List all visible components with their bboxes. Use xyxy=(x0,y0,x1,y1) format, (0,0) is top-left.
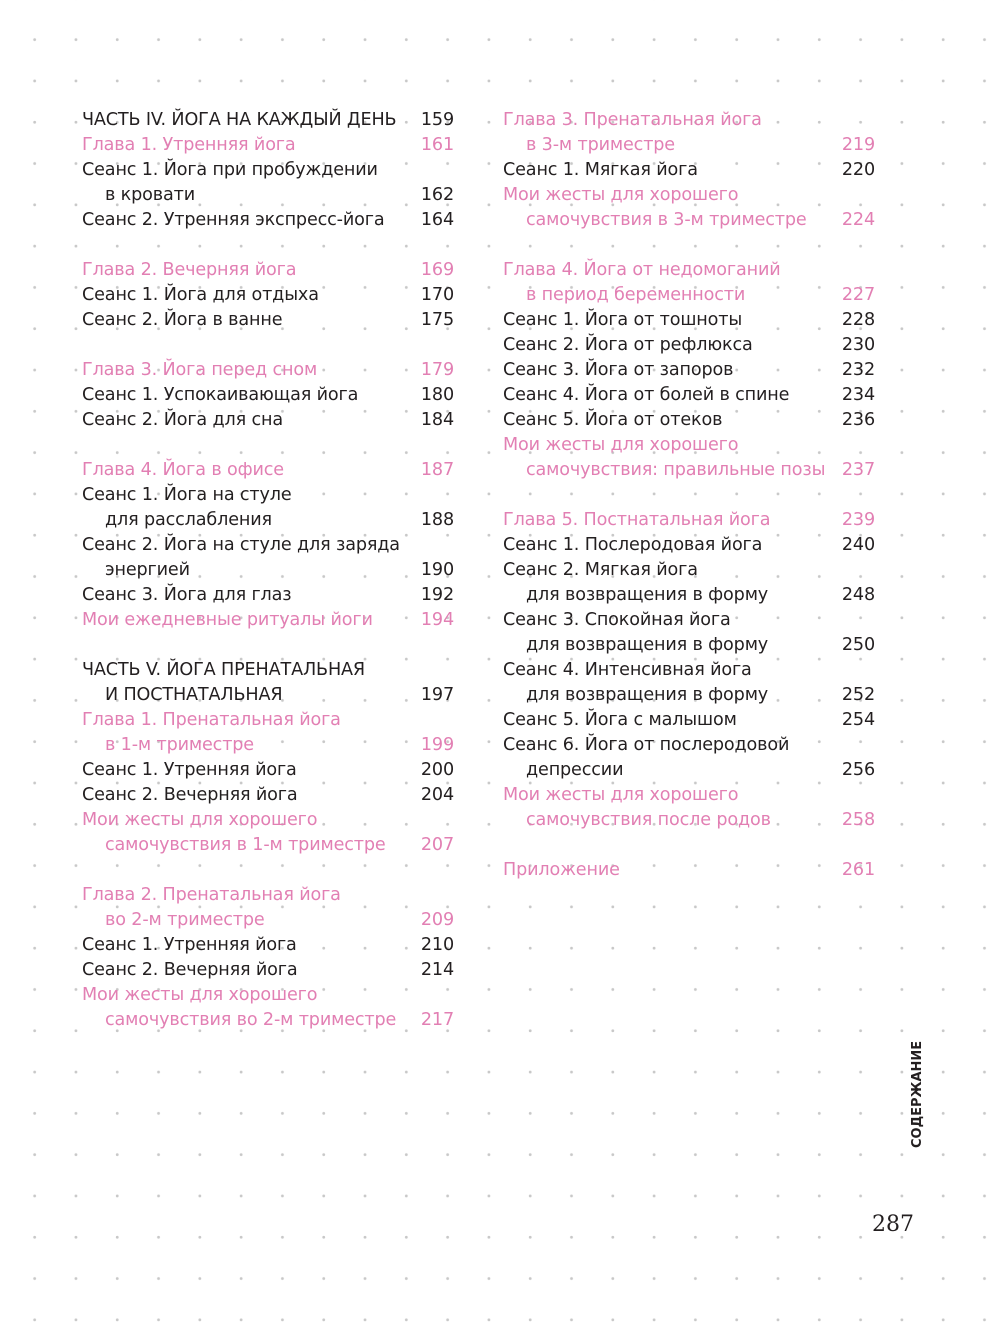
toc-entry-title: Сеанс 2. Вечерняя йога xyxy=(82,960,298,980)
toc-entry-session[interactable] xyxy=(82,208,454,233)
toc-entry-title: Мои жесты для хорошего xyxy=(503,435,739,455)
toc-entry-session[interactable] xyxy=(82,158,454,208)
toc-entry-session[interactable] xyxy=(503,533,875,558)
toc-page-number: 190 xyxy=(420,560,454,580)
toc-entry-title: самочувствия во 2-м триместре xyxy=(105,1010,397,1030)
toc-page-number: 184 xyxy=(420,410,454,430)
toc-entry-title: И ПОСТНАТАЛЬНАЯ xyxy=(105,685,283,705)
toc-page-number: 232 xyxy=(841,360,875,380)
toc-entry-chapter[interactable] xyxy=(503,858,875,883)
toc-entry-session[interactable] xyxy=(82,758,454,783)
toc-entry-session[interactable] xyxy=(82,958,454,983)
toc-entry-part[interactable] xyxy=(82,658,454,708)
toc-entry-title: Сеанс 1. Послеродовая йога xyxy=(503,535,763,555)
toc-page-number: 179 xyxy=(420,360,454,380)
toc-entry-title: Сеанс 1. Утренняя йога xyxy=(82,760,297,780)
toc-page-number: 192 xyxy=(420,585,454,605)
toc-page-number: 210 xyxy=(420,935,454,955)
toc-entry-title: Сеанс 1. Утренняя йога xyxy=(82,935,297,955)
toc-entry-title: в кровати xyxy=(105,185,196,205)
page-number: 287 xyxy=(872,1212,914,1237)
toc-entry-title: Глава 4. Йога в офисе xyxy=(82,460,284,480)
toc-page-number: 187 xyxy=(420,460,454,480)
toc-entry-title: Сеанс 2. Мягкая йога xyxy=(503,560,698,580)
toc-entry-title: Глава 5. Постнатальная йога xyxy=(503,510,771,530)
toc-page-number: 162 xyxy=(420,185,454,205)
toc-entry-title: Сеанс 1. Успокаивающая йога xyxy=(82,385,359,405)
toc-entry-chapter[interactable] xyxy=(503,508,875,533)
toc-entry-title: Сеанс 2. Йога от рефлюкса xyxy=(503,335,753,355)
toc-entry-session[interactable] xyxy=(503,658,875,708)
toc-page-number: 169 xyxy=(420,260,454,280)
toc-page-number: 248 xyxy=(841,585,875,605)
toc-entry-title: самочувствия после родов xyxy=(526,810,771,830)
toc-page-number: 254 xyxy=(841,710,875,730)
toc-entry-chapter[interactable] xyxy=(82,458,454,483)
toc-page-number: 230 xyxy=(841,335,875,355)
section-side-label: СОДЕРЖАНИЕ xyxy=(910,1040,925,1148)
toc-entry-session[interactable] xyxy=(503,708,875,733)
toc-entry-title: энергией xyxy=(105,560,190,580)
toc-page-number: 256 xyxy=(841,760,875,780)
toc-entry-session[interactable] xyxy=(82,408,454,433)
toc-page-number: 220 xyxy=(841,160,875,180)
toc-entry-title: депрессии xyxy=(526,760,624,780)
toc-entry-title: Глава 1. Пренатальная йога xyxy=(82,710,341,730)
toc-entry-chapter[interactable] xyxy=(82,983,454,1033)
toc-entry-title: Сеанс 1. Йога на стуле xyxy=(82,485,292,505)
toc-entry-title: самочувствия в 3-м триместре xyxy=(526,210,807,230)
toc-entry-title: Сеанс 5. Йога от отеков xyxy=(503,410,723,430)
toc-page-number: 175 xyxy=(420,310,454,330)
toc-entry-title: Сеанс 2. Йога для сна xyxy=(82,410,283,430)
toc-entry-session[interactable] xyxy=(82,933,454,958)
toc-page-number: 237 xyxy=(841,460,875,480)
toc-entry-title: для расслабления xyxy=(105,510,272,530)
toc-entry-chapter[interactable] xyxy=(82,358,454,383)
toc-page-number: 164 xyxy=(420,210,454,230)
toc-entry-title: Глава 1. Утренняя йога xyxy=(82,135,296,155)
toc-entry-title: Сеанс 3. Спокойная йога xyxy=(503,610,731,630)
toc-page-number: 197 xyxy=(420,685,454,705)
toc-entry-session[interactable] xyxy=(503,333,875,358)
toc-entry-title: ЧАСТЬ IV. ЙОГА НА КАЖДЫЙ ДЕНЬ xyxy=(82,110,397,130)
toc-page-number: 250 xyxy=(841,635,875,655)
toc-entry-title: Сеанс 5. Йога с малышом xyxy=(503,710,737,730)
toc-entry-title: Приложение xyxy=(503,860,620,880)
toc-page-number: 219 xyxy=(841,135,875,155)
toc-entry-session[interactable] xyxy=(82,783,454,808)
toc-entry-title: Мои жесты для хорошего xyxy=(503,785,739,805)
toc-page-number: 204 xyxy=(420,785,454,805)
toc-entry-title: в 3-м триместре xyxy=(526,135,675,155)
toc-entry-title: для возвращения в форму xyxy=(526,635,769,655)
toc-entry-session[interactable] xyxy=(503,358,875,383)
toc-page-number: 207 xyxy=(420,835,454,855)
toc-page-number: 258 xyxy=(841,810,875,830)
toc-entry-chapter[interactable] xyxy=(82,258,454,283)
toc-entry-title: Мои жесты для хорошего xyxy=(82,810,318,830)
toc-entry-session[interactable] xyxy=(82,483,454,533)
toc-entry-title: для возвращения в форму xyxy=(526,585,769,605)
toc-page-number: 217 xyxy=(420,1010,454,1030)
toc-page-number: 227 xyxy=(841,285,875,305)
toc-page-number: 261 xyxy=(841,860,875,880)
toc-page-number: 240 xyxy=(841,535,875,555)
toc-entry-session[interactable] xyxy=(503,608,875,658)
toc-entry-title: Сеанс 3. Йога от запоров xyxy=(503,360,734,380)
toc-entry-title: Сеанс 2. Утренняя экспресс-йога xyxy=(82,210,385,230)
toc-entry-title: Сеанс 6. Йога от послеродовой xyxy=(503,735,790,755)
toc-entry-chapter[interactable] xyxy=(82,708,454,758)
toc-entry-title: Сеанс 1. Мягкая йога xyxy=(503,160,698,180)
toc-entry-chapter[interactable] xyxy=(503,108,875,158)
toc-entry-session[interactable] xyxy=(503,308,875,333)
toc-entry-chapter[interactable] xyxy=(503,783,875,833)
toc-entry-title: Глава 2. Пренатальная йога xyxy=(82,885,341,905)
toc-entry-title: Глава 2. Вечерняя йога xyxy=(82,260,297,280)
toc-entry-title: Сеанс 1. Йога от тошноты xyxy=(503,310,743,330)
toc-page-number: 209 xyxy=(420,910,454,930)
toc-entry-chapter[interactable] xyxy=(503,258,875,308)
toc-entry-session[interactable] xyxy=(503,733,875,783)
toc-entry-title: Сеанс 2. Йога на стуле для заряда xyxy=(82,535,400,555)
toc-entry-title: Мои жесты для хорошего xyxy=(82,985,318,1005)
toc-entry-session[interactable] xyxy=(82,308,454,333)
toc-entry-title: Сеанс 1. Йога при пробуждении xyxy=(82,160,378,180)
toc-page-number: 234 xyxy=(841,385,875,405)
toc-entry-title: для возвращения в форму xyxy=(526,685,769,705)
toc-entry-session[interactable] xyxy=(503,558,875,608)
toc-entry-title: Сеанс 3. Йога для глаз xyxy=(82,585,292,605)
toc-page-number: 228 xyxy=(841,310,875,330)
toc-page-number: 194 xyxy=(420,610,454,630)
toc-page-number: 214 xyxy=(420,960,454,980)
toc-entry-session[interactable] xyxy=(82,383,454,408)
toc-page-number: 170 xyxy=(420,285,454,305)
toc-left-column xyxy=(82,108,454,1033)
toc-entry-title: самочувствия: правильные позы xyxy=(526,460,826,480)
toc-entry-title: Сеанс 1. Йога для отдыха xyxy=(82,285,319,305)
toc-page-number: 161 xyxy=(420,135,454,155)
toc-entry-session[interactable] xyxy=(82,533,454,583)
toc-entry-session[interactable] xyxy=(503,383,875,408)
toc-right-column xyxy=(503,108,875,883)
toc-entry-title: Глава 3. Йога перед сном xyxy=(82,360,318,380)
toc-page-number: 188 xyxy=(420,510,454,530)
toc-entry-title: в период беременности xyxy=(526,285,746,305)
toc-entry-title: Сеанс 4. Интенсивная йога xyxy=(503,660,752,680)
toc-entry-session[interactable] xyxy=(82,583,454,608)
toc-entry-session[interactable] xyxy=(503,158,875,183)
toc-entry-title: ЧАСТЬ V. ЙОГА ПРЕНАТАЛЬНАЯ xyxy=(82,660,366,680)
toc-page-number: 159 xyxy=(420,110,454,130)
toc-entry-title: Сеанс 2. Йога в ванне xyxy=(82,310,283,330)
toc-page-number: 239 xyxy=(841,510,875,530)
toc-entry-title: Сеанс 4. Йога от болей в спине xyxy=(503,385,790,405)
toc-entry-part[interactable] xyxy=(82,108,454,133)
toc-entry-title: Глава 3. Пренатальная йога xyxy=(503,110,762,130)
toc-entry-session[interactable] xyxy=(82,283,454,308)
toc-entry-title: Сеанс 2. Вечерняя йога xyxy=(82,785,298,805)
toc-entry-chapter[interactable] xyxy=(503,433,875,483)
toc-page-number: 224 xyxy=(841,210,875,230)
toc-page-number: 199 xyxy=(420,735,454,755)
toc-entry-session[interactable] xyxy=(503,408,875,433)
toc-entry-title: Мои ежедневные ритуалы йоги xyxy=(82,610,373,630)
toc-entry-title: Мои жесты для хорошего xyxy=(503,185,739,205)
toc-page-number: 180 xyxy=(420,385,454,405)
toc-page-number: 200 xyxy=(420,760,454,780)
toc-entry-chapter[interactable] xyxy=(82,808,454,858)
toc-entry-chapter[interactable] xyxy=(503,183,875,233)
toc-entry-chapter[interactable] xyxy=(82,883,454,933)
toc-page-number: 252 xyxy=(841,685,875,705)
toc-entry-title: в 1-м триместре xyxy=(105,735,254,755)
toc-entry-chapter[interactable] xyxy=(82,608,454,633)
toc-page-number: 236 xyxy=(841,410,875,430)
toc-entry-title: самочувствия в 1-м триместре xyxy=(105,835,386,855)
toc-entry-title: во 2-м триместре xyxy=(105,910,265,930)
toc-entry-title: Глава 4. Йога от недомоганий xyxy=(503,260,781,280)
toc-entry-chapter[interactable] xyxy=(82,133,454,158)
